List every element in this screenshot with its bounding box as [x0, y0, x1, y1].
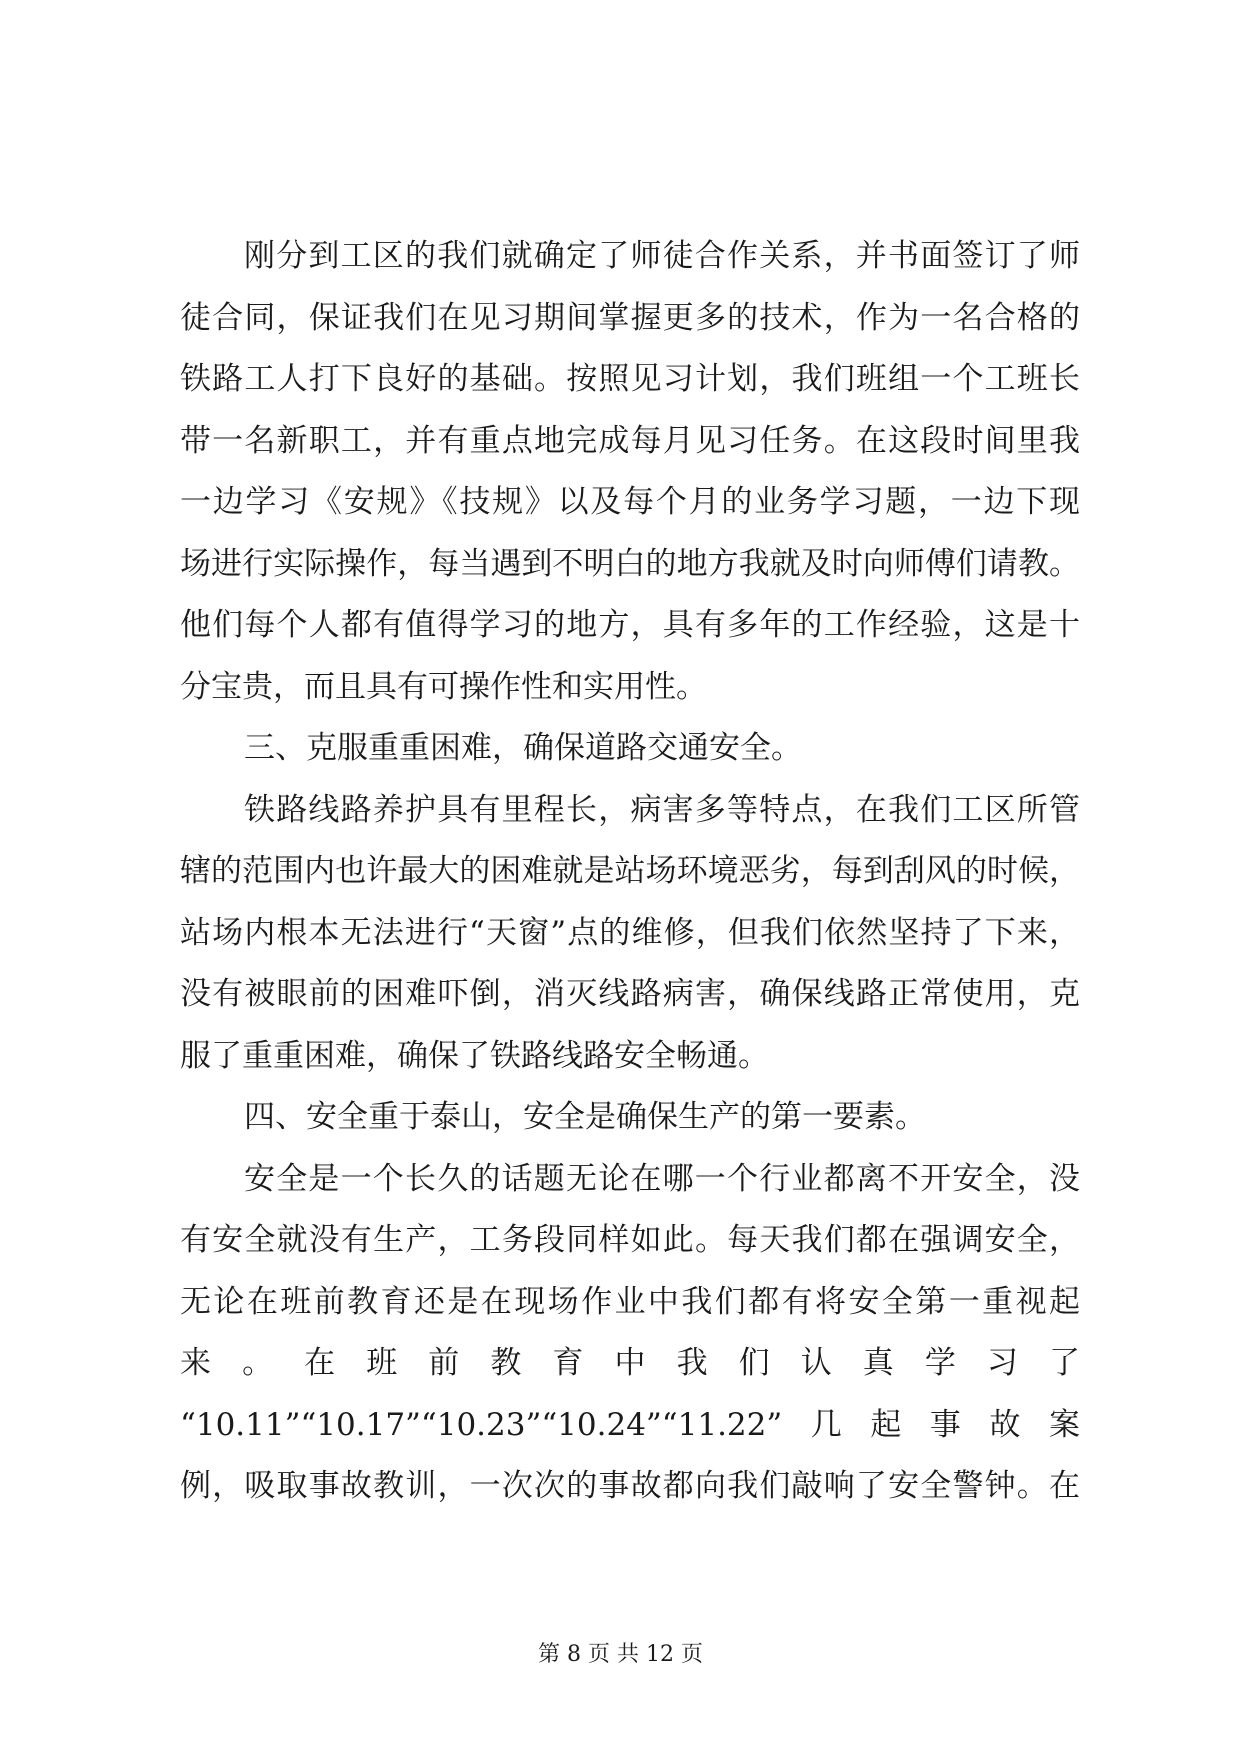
text-line-5: 一边学习《安规》《技规》以及每个月的业务学习题，一边下现 [180, 484, 1080, 520]
text-line-21: 例，吸取事故教训，一次次的事故都向我们敲响了安全警钟。在 [180, 1468, 1080, 1504]
text-line-8: 分宝贵，而且具有可操作性和实用性。 [180, 668, 707, 705]
text-line-16: 安全是一个长久的话题无论在哪一个行业都离不开安全，没 [244, 1160, 1080, 1197]
text-line-6: 场进行实际操作，每当遇到不明白的地方我就及时向师傅们请教。 [180, 545, 1080, 582]
section-heading-4: 四、安全重于泰山，安全是确保生产的第一要素。 [244, 1099, 926, 1135]
text-line-20: “10.11”“10.17”“10.23”“10.24”“11.22”几起事故案 [180, 1406, 1080, 1443]
text-line-11: 辖的范围内也许最大的困难就是站场环境恶劣，每到刮风的时候， [180, 853, 1080, 889]
text-line-2: 徒合同，保证我们在见习期间掌握更多的技术，作为一名合格的 [180, 299, 1080, 336]
text-line-17: 有安全就没有生产，工务段同样如此。每天我们都在强调安全， [180, 1222, 1080, 1258]
document-body [180, 226, 1080, 1518]
text-line-7: 他们每个人都有值得学习的地方，具有多年的工作经验，这是十 [180, 607, 1080, 643]
section-heading-3: 三、克服重重困难，确保道路交通安全。 [244, 730, 802, 766]
text-line-12: 站场内根本无法进行“天窗”点的维修，但我们依然坚持了下来， [180, 914, 1080, 951]
text-line-3: 铁路工人打下良好的基础。按照见习计划，我们班组一个工班长 [180, 361, 1080, 397]
text-line-13: 没有被眼前的困难吓倒，消灭线路病害，确保线路正常使用，克 [180, 976, 1080, 1012]
text-line-18: 无论在班前教育还是在现场作业中我们都有将安全第一重视起 [180, 1283, 1080, 1320]
text-line-14: 服了重重困难，确保了铁路线路安全畅通。 [180, 1037, 769, 1074]
text-line-4: 带一名新职工，并有重点地完成每月见习任务。在这段时间里我 [180, 422, 1080, 459]
page-number-footer: 第 8 页 共 12 页 [538, 1642, 703, 1667]
text-line-19: 来 。 在 班 前 教 育 中 我 们 认 真 学 习 了 [180, 1345, 1080, 1381]
text-line-1: 刚分到工区的我们就确定了师徒合作关系，并书面签订了师 [244, 238, 1080, 274]
text-line-10: 铁路线路养护具有里程长，病害多等特点，在我们工区所管 [244, 791, 1080, 828]
